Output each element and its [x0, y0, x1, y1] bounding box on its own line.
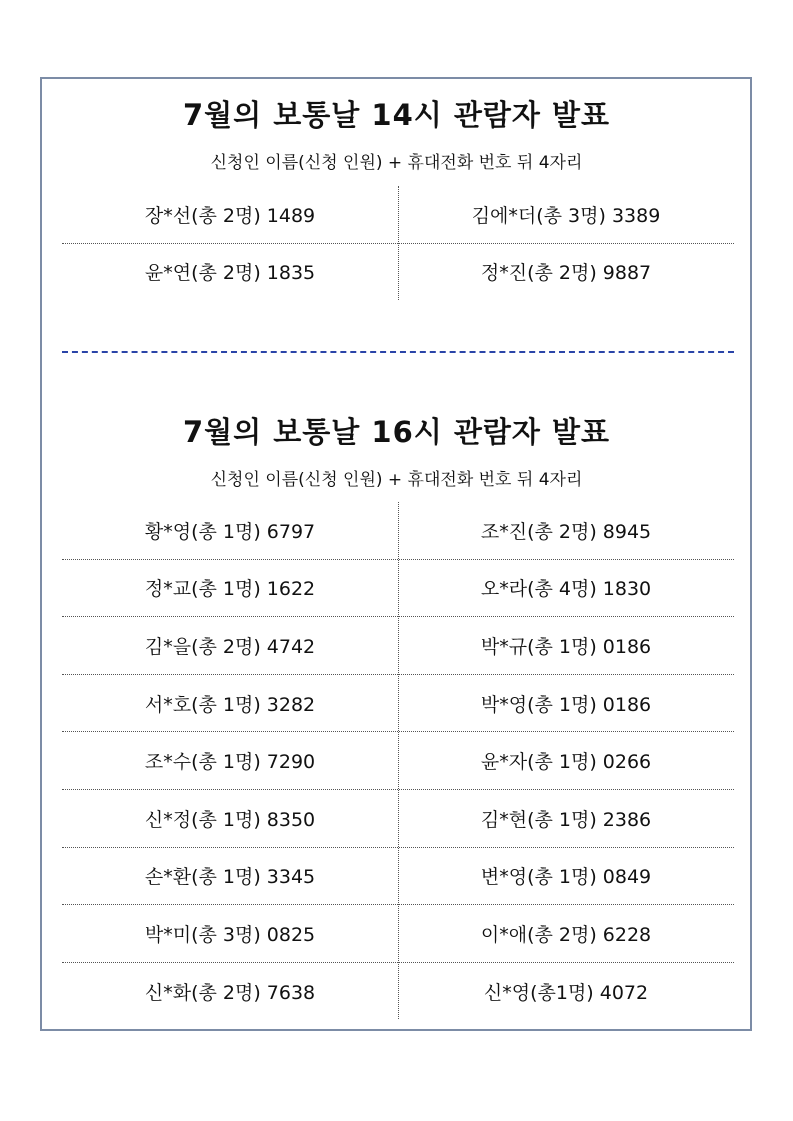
table-row — [62, 244, 734, 301]
entry-right: 신*영(총1명) 4072 — [483, 981, 649, 1004]
section2-subtitle: 신청인 이름(신청 인원) + 휴대전화 번호 뒤 4자리 — [210, 470, 583, 490]
section1-table — [62, 186, 734, 300]
entry-right: 김에*더(총 3명) 3389 — [471, 204, 661, 227]
entry-left: 황*영(총 1명) 6797 — [144, 520, 316, 543]
section2-title: 7월의 보통날 16시 관람자 발표 — [182, 415, 611, 449]
table-row — [62, 790, 734, 848]
entry-right: 박*규(총 1명) 0186 — [480, 635, 652, 658]
table-row — [62, 675, 734, 733]
entry-left: 박*미(총 3명) 0825 — [144, 923, 316, 946]
section2-table — [62, 502, 734, 1019]
entry-left: 윤*연(총 2명) 1835 — [144, 262, 316, 285]
entry-left: 손*환(총 1명) 3345 — [144, 866, 316, 889]
entry-right: 이*애(총 2명) 6228 — [480, 923, 652, 946]
section-divider — [62, 351, 734, 353]
entry-right: 윤*자(총 1명) 0266 — [480, 751, 652, 774]
entry-right: 정*진(총 2명) 9887 — [480, 262, 652, 285]
entry-left: 서*호(총 1명) 3282 — [144, 693, 316, 716]
entry-left: 장*선(총 2명) 1489 — [144, 204, 316, 227]
table-row — [62, 732, 734, 790]
entry-left: 정*교(총 1명) 1622 — [144, 578, 316, 601]
entry-right: 박*영(총 1명) 0186 — [480, 693, 652, 716]
table-row — [62, 617, 734, 675]
section1-subtitle: 신청인 이름(신청 인원) + 휴대전화 번호 뒤 4자리 — [210, 153, 583, 173]
table-row — [62, 963, 734, 1020]
entry-right: 조*진(총 2명) 8945 — [480, 520, 652, 543]
entry-left: 신*정(총 1명) 8350 — [144, 808, 316, 831]
table-row — [62, 905, 734, 963]
entry-right: 오*라(총 4명) 1830 — [480, 578, 652, 601]
table-row — [62, 502, 734, 560]
section1-title: 7월의 보통날 14시 관람자 발표 — [182, 98, 611, 132]
entry-right: 변*영(총 1명) 0849 — [480, 866, 652, 889]
entry-left: 조*수(총 1명) 7290 — [144, 751, 316, 774]
entry-left: 김*을(총 2명) 4742 — [144, 635, 316, 658]
entry-right: 김*현(총 1명) 2386 — [480, 808, 652, 831]
entry-left: 신*화(총 2명) 7638 — [144, 981, 316, 1004]
table-row — [62, 560, 734, 618]
table-row — [62, 186, 734, 244]
table-row — [62, 848, 734, 906]
